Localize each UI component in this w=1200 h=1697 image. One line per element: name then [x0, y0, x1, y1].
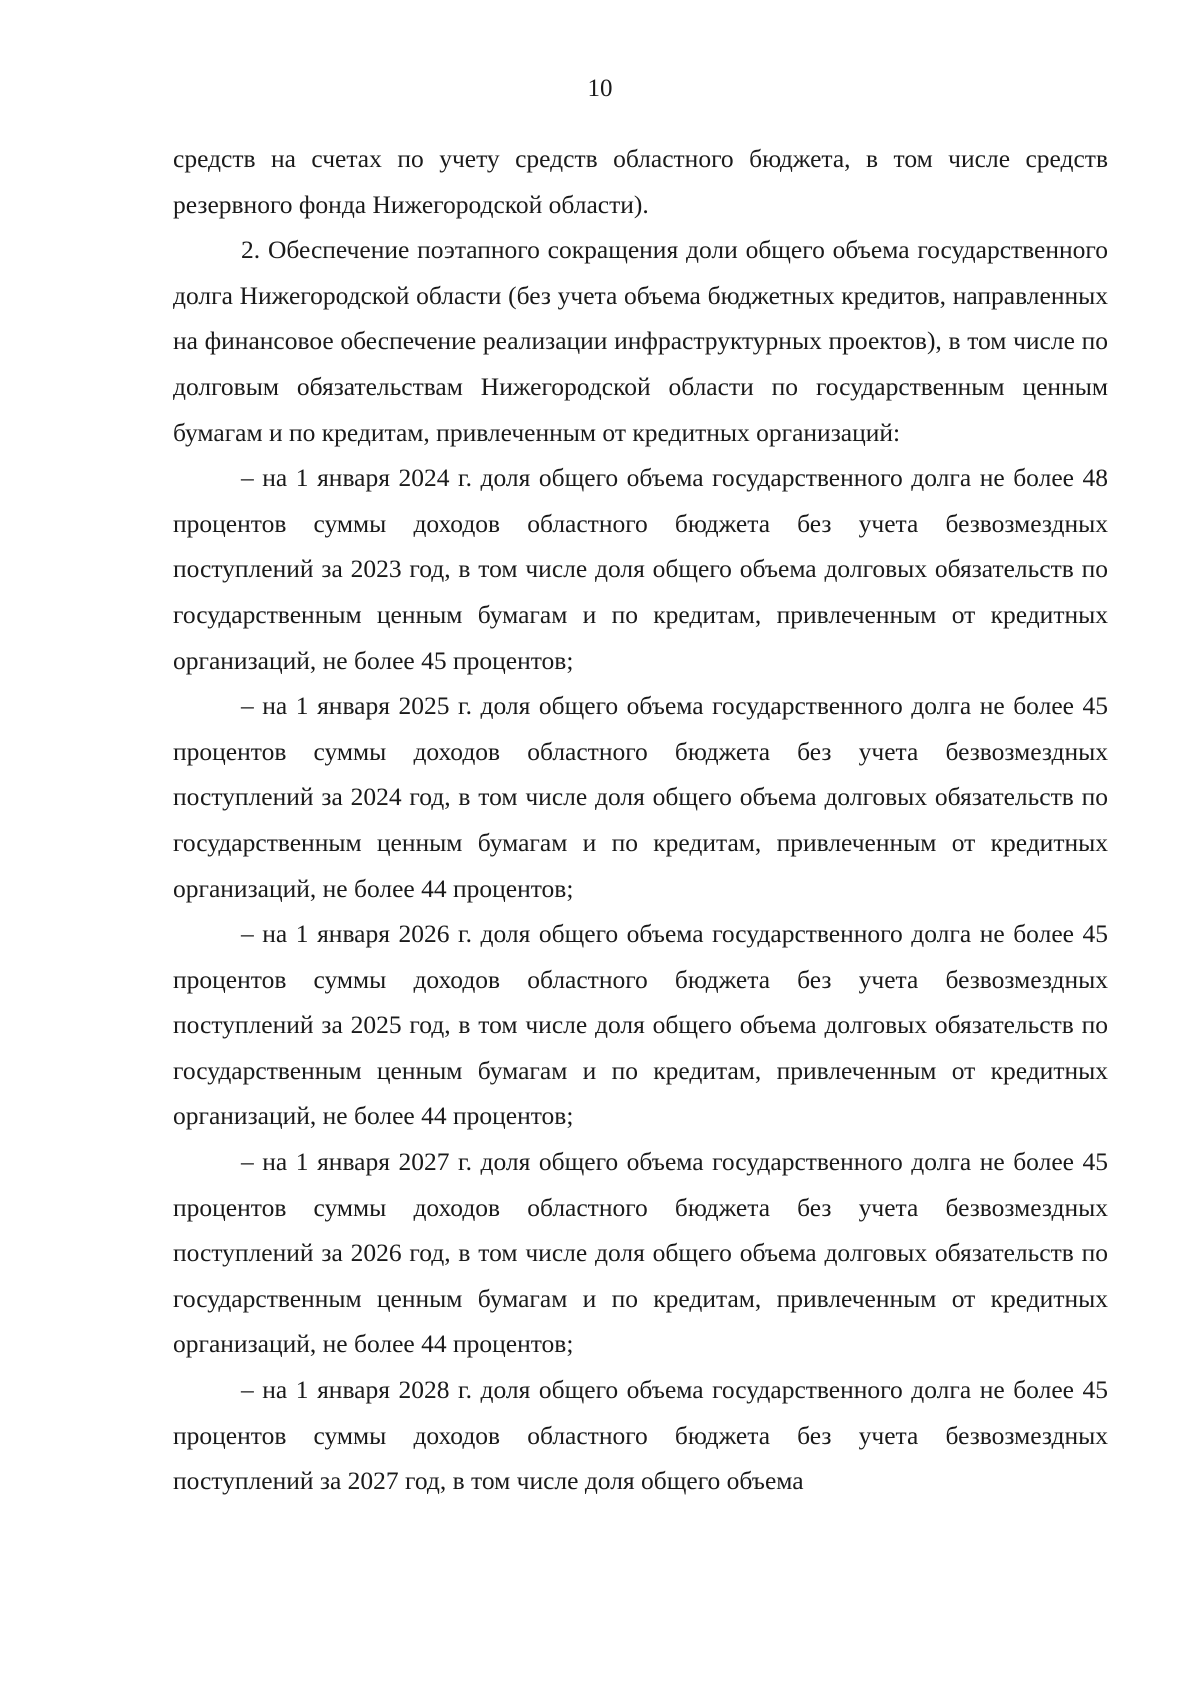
document-body: [173, 136, 1108, 1504]
page-number: 10: [587, 75, 613, 102]
paragraph-2024-target: – на 1 января 2024 г. доля общего объема государственного долга не более 48 процентов суммы доходов областного бюджета без учета безвозмездных поступлений за 2023 год, в том числе доля общего объема долговых обязательств по государственным ценным бумагам и по кредитам, привлеченным от кредитных организаций, не более 45 процентов;: [173, 463, 1108, 675]
paragraph-item-2: 2. Обеспечение поэтапного сокращения доли общего объема государственного долга Нижегородской области (без учета объема бюджетных кредитов, направленных на финансовое обеспечение реализации инфраструктурных проектов), в том числе по долговым обязательствам Нижегородской области по государственным ценным бумагам и по кредитам, привлеченным от кредитных организаций:: [173, 235, 1108, 447]
paragraph-2027-target: – на 1 января 2027 г. доля общего объема государственного долга не более 45 процентов суммы доходов областного бюджета без учета безвозмездных поступлений за 2026 год, в том числе доля общего объема долговых обязательств по государственным ценным бумагам и по кредитам, привлеченным от кредитных организаций, не более 44 процентов;: [173, 1147, 1108, 1359]
paragraph-2025-target: – на 1 января 2025 г. доля общего объема государственного долга не более 45 процентов суммы доходов областного бюджета без учета безвозмездных поступлений за 2024 год, в том числе доля общего объема долговых обязательств по государственным ценным бумагам и по кредитам, привлеченным от кредитных организаций, не более 44 процентов;: [173, 691, 1108, 903]
paragraph-2026-target: – на 1 января 2026 г. доля общего объема государственного долга не более 45 процентов суммы доходов областного бюджета без учета безвозмездных поступлений за 2025 год, в том числе доля общего объема долговых обязательств по государственным ценным бумагам и по кредитам, привлеченным от кредитных организаций, не более 44 процентов;: [173, 919, 1108, 1131]
paragraph-2028-target: – на 1 января 2028 г. доля общего объема государственного долга не более 45 процентов суммы доходов областного бюджета без учета безвозмездных поступлений за 2027 год, в том числе доля общего объема: [173, 1375, 1108, 1496]
paragraph-continuation: средств на счетах по учету средств областного бюджета, в том числе средств резервного фонда Нижегородской области).: [173, 144, 1108, 219]
